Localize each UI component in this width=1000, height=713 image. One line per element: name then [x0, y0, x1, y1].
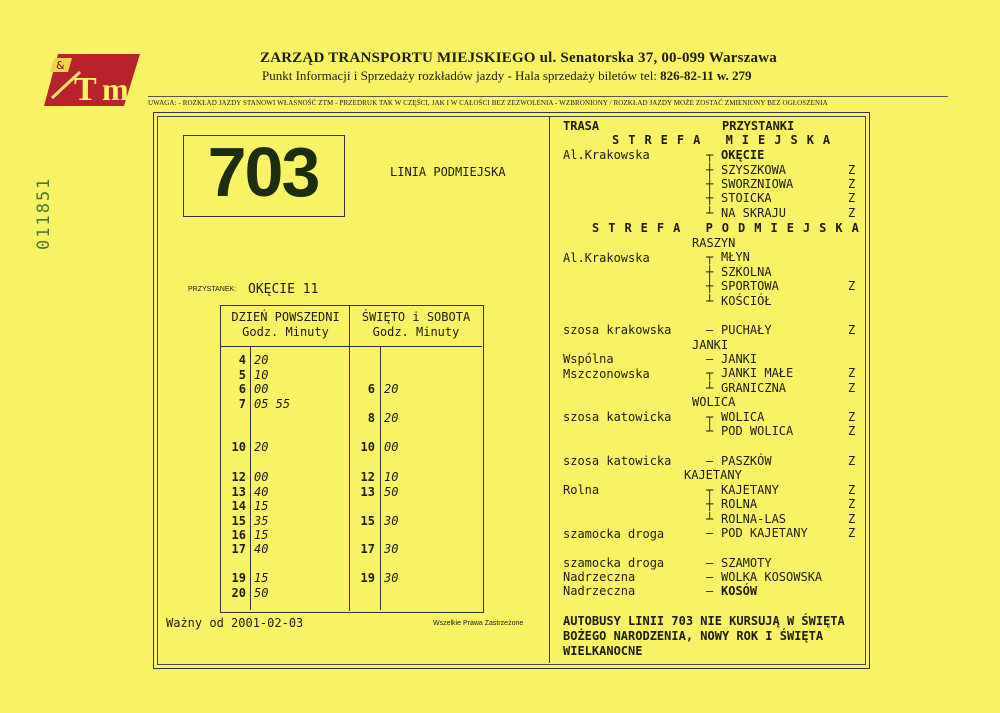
holiday-minutes: 50 — [384, 485, 399, 499]
stop-connector: ┬ — [706, 148, 714, 162]
stop-name: JANKI MAŁE — [721, 366, 794, 380]
stop-connector: – — [706, 526, 714, 540]
stop-connector: ┼ — [706, 497, 714, 511]
weekday-hour: 5 — [238, 368, 246, 382]
stop-name: SZAMOTY — [721, 556, 772, 570]
weekday-hour: 4 — [238, 353, 246, 367]
locality-name: KAJETANY — [684, 468, 742, 482]
weekday-hour: 12 — [231, 470, 246, 484]
weekday-subhead: Godz. Minuty — [242, 325, 329, 339]
holiday-minutes: 30 — [384, 514, 399, 528]
street-name: szosa katowicka — [563, 454, 672, 468]
request-stop-mark: Z — [848, 512, 856, 526]
stop-name: ROLNA — [721, 497, 758, 511]
street-name: szamocka droga — [563, 527, 665, 541]
stop-name: JANKI — [721, 352, 758, 366]
stop-name: ROLNA-LAS — [721, 512, 787, 526]
holiday-hour: 17 — [360, 542, 375, 556]
holiday-hour: 12 — [360, 470, 375, 484]
holiday-hour-rule — [380, 346, 381, 610]
street-name: Nadrzeczna — [563, 570, 636, 584]
stop-name: SZKOLNA — [721, 265, 772, 279]
line-number: 703 — [207, 133, 319, 211]
holiday-notice: AUTOBUSY LINII 703 NIE KURSUJĄ W ŚWIĘTA BOŻEGO NARODZENIA, NOWY ROK I ŚWIĘTA WIELKANOCNE — [563, 614, 845, 658]
header-info — [262, 68, 752, 84]
svg-text:T: T — [74, 71, 97, 108]
header-phone: 826-82-11 w. 279 — [660, 68, 752, 83]
departure-table-separator — [349, 305, 350, 611]
street-name: Al.Krakowska — [563, 251, 650, 265]
weekday-minutes: 00 — [254, 382, 269, 396]
col-przystanki-header: PRZYSTANKI — [722, 119, 795, 133]
stop-connector: ┼ — [706, 163, 714, 177]
zone-city: STREFA MIEJSKA — [612, 133, 840, 147]
stop-connector: ┴ — [706, 381, 714, 395]
weekday-minutes: 20 — [254, 353, 269, 367]
request-stop-mark: Z — [848, 483, 856, 497]
holiday-hour: 13 — [360, 485, 375, 499]
holiday-hour: 19 — [360, 571, 375, 585]
stop-name: SWORZNIOWA — [721, 177, 794, 191]
request-stop-mark: Z — [848, 454, 856, 468]
header-divider — [148, 96, 948, 97]
holiday-minutes: 30 — [384, 571, 399, 585]
stop-name: NA SKRAJU — [721, 206, 787, 220]
stop-connector: ┼ — [706, 191, 714, 205]
stop-name: SPORTOWA — [721, 279, 779, 293]
stop-connector: ┼ — [706, 177, 714, 191]
weekday-minutes: 35 — [254, 514, 269, 528]
svg-text:&: & — [56, 59, 65, 72]
holiday-minutes: 20 — [384, 411, 399, 425]
street-name: szosa krakowska — [563, 323, 672, 337]
request-stop-mark: Z — [848, 163, 856, 177]
request-stop-mark: Z — [848, 410, 856, 424]
weekday-hour: 13 — [231, 485, 246, 499]
weekday-hour: 15 — [231, 514, 246, 528]
weekday-minutes: 00 — [254, 470, 269, 484]
request-stop-mark: Z — [848, 206, 856, 220]
weekday-title: DZIEŃ POWSZEDNI — [231, 310, 340, 324]
request-stop-mark: Z — [848, 279, 856, 293]
stop-name: GRANICZNA — [721, 381, 787, 395]
stop-name: POD WOLICA — [721, 424, 794, 438]
weekday-header — [222, 310, 349, 340]
header-info-text: Punkt Informacji i Sprzedaży rozkładów jazdy - Hala sprzedaży biletów tel: — [262, 68, 661, 83]
street-name: Al.Krakowska — [563, 148, 650, 162]
ztm-logo — [44, 52, 140, 108]
stop-connector: ┬ — [706, 250, 714, 264]
column-divider — [549, 116, 550, 663]
holiday-subhead: Godz. Minuty — [372, 325, 460, 339]
request-stop-mark: Z — [848, 177, 856, 191]
stop-connector: ┴ — [706, 206, 714, 220]
stop-connector: – — [706, 556, 714, 570]
street-name: Wspólna — [563, 352, 614, 366]
stop-name: PASZKÓW — [721, 454, 772, 468]
weekday-hour: 16 — [231, 528, 246, 542]
request-stop-mark: Z — [848, 424, 856, 438]
street-name: szosa katowicka — [563, 410, 672, 424]
stop-connector: – — [706, 352, 714, 366]
request-stop-mark: Z — [848, 366, 856, 380]
serial-number: 011851 — [34, 176, 54, 250]
locality-name: WOLICA — [692, 395, 736, 409]
line-type: LINIA PODMIEJSKA — [390, 165, 506, 179]
holiday-minutes: 30 — [384, 542, 399, 556]
stop-connector: ┼ — [706, 279, 714, 293]
holiday-header — [351, 310, 481, 340]
departure-table — [220, 305, 484, 613]
weekday-hour: 7 — [238, 397, 246, 411]
stop-connector: – — [706, 584, 714, 598]
weekday-hour: 17 — [231, 542, 246, 556]
request-stop-mark: Z — [848, 381, 856, 395]
request-stop-mark: Z — [848, 191, 856, 205]
weekday-minutes: 40 — [254, 485, 269, 499]
stop-name: PUCHAŁY — [721, 323, 772, 337]
stop-name: KOSÓW — [721, 584, 758, 598]
weekday-hour-rule — [250, 346, 251, 610]
holiday-hour: 15 — [360, 514, 375, 528]
stop-name: WOLKA KOSOWSKA — [721, 570, 823, 584]
weekday-hour: 20 — [231, 586, 246, 600]
locality-name: RASZYN — [692, 236, 736, 250]
weekday-minutes: 20 — [254, 440, 269, 454]
request-stop-mark: Z — [848, 323, 856, 337]
stop-connector: – — [706, 454, 714, 468]
weekday-minutes: 15 — [254, 528, 269, 542]
stop-name: WOLICA — [721, 410, 765, 424]
stop-name: KOŚCIÓŁ — [721, 294, 772, 308]
weekday-minutes: 50 — [254, 586, 269, 600]
stop-label: PRZYSTANEK: — [188, 286, 237, 293]
holiday-hour: 10 — [360, 440, 375, 454]
weekday-minutes: 05 55 — [254, 397, 291, 411]
stop-name: OKĘCIE 11 — [248, 282, 319, 297]
stop-connector: – — [706, 570, 714, 584]
weekday-minutes: 15 — [254, 571, 269, 585]
holiday-hour: 8 — [367, 411, 375, 425]
stop-name: SZYSZKOWA — [721, 163, 787, 177]
holiday-minutes: 00 — [384, 440, 399, 454]
svg-text:m: m — [102, 71, 129, 107]
stop-connector: ┬ — [706, 366, 714, 380]
locality-name: JANKI — [692, 338, 729, 352]
stop-name: STOICKA — [721, 191, 772, 205]
stop-connector: ┬ — [706, 410, 714, 424]
stop-name: OKĘCIE — [721, 148, 765, 162]
street-name: szamocka droga — [563, 556, 665, 570]
col-trasa-header: TRASA — [563, 119, 600, 133]
stop-connector: ┼ — [706, 265, 714, 279]
stop-connector: – — [706, 323, 714, 337]
weekday-minutes: 15 — [254, 499, 269, 513]
stop-connector: ┬ — [706, 483, 714, 497]
stop-name: MŁYN — [721, 250, 750, 264]
street-name: Rolna — [563, 483, 600, 497]
stop-name: KAJETANY — [721, 483, 779, 497]
weekday-hour: 10 — [231, 440, 246, 454]
holiday-title: ŚWIĘTO i SOBOTA — [361, 310, 471, 324]
stop-connector: ┴ — [706, 512, 714, 526]
weekday-hour: 19 — [231, 571, 246, 585]
weekday-hour: 14 — [231, 499, 246, 513]
request-stop-mark: Z — [848, 497, 856, 511]
weekday-minutes: 10 — [254, 368, 269, 382]
request-stop-mark: Z — [848, 526, 856, 540]
holiday-hour: 6 — [367, 382, 375, 396]
stop-connector: ┴ — [706, 424, 714, 438]
street-name: Mszczonowska — [563, 367, 650, 381]
stop-connector: ┴ — [706, 294, 714, 308]
zone-suburb: STREFA PODMIEJSKA — [592, 221, 868, 235]
copyright-notice: UWAGA: - ROZKŁAD JAZDY STANOWI WŁASNOŚĆ ZTM - PRZEDRUK TAK W CZĘŚCI, JAK I W CAŁOŚCI BEZ ZEZWOLENIA - WZBRONIONY / ROZKŁAD JAZDY MOŻE ZOSTAĆ ZMIENIONY BEZ OGŁOSZENIA — [148, 99, 828, 107]
header-title: ZARZĄD TRANSPORTU MIEJSKIEGO ul. Senatorska 37, 00-099 Warszawa — [260, 50, 777, 66]
holiday-minutes: 20 — [384, 382, 399, 396]
weekday-minutes: 40 — [254, 542, 269, 556]
holiday-minutes: 10 — [384, 470, 399, 484]
stop-name: POD KAJETANY — [721, 526, 808, 540]
valid-from: Ważny od 2001-02-03 — [166, 616, 304, 630]
weekday-hour: 6 — [238, 382, 246, 396]
street-name: Nadrzeczna — [563, 584, 636, 598]
departure-table-header-rule — [220, 346, 482, 347]
rights-reserved: Wszelkie Prawa Zastrzeżone — [433, 620, 524, 627]
